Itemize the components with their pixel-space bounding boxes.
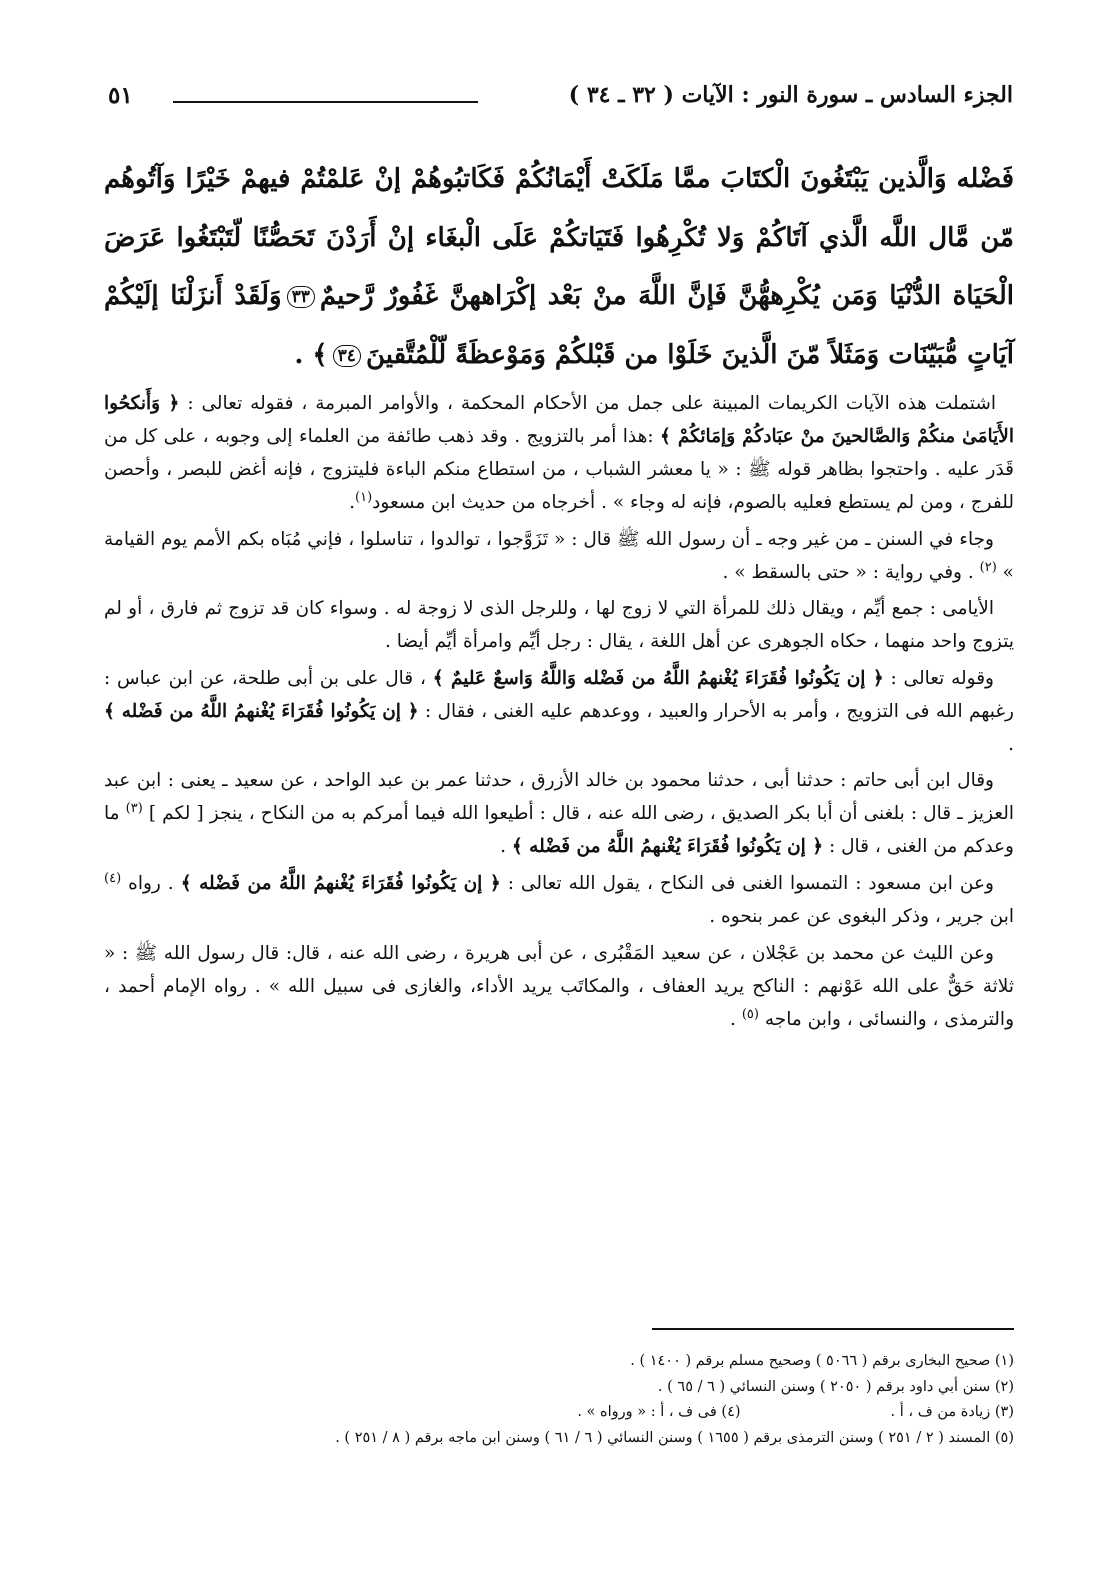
page-number: ٥١ [108,82,133,109]
quoted-verse: ﴿ إن يَكُونُوا فُقَرَاءَ يُغْنهمُ اللَّهُ من فَضْله وَاللَّهُ وَاسعٌ عَليمٌ ﴾ [432,667,884,689]
commentary-paragraph-4 [104,662,1014,761]
paragraph-text: ، قال على بن أبى طلحة، عن ابن عباس : رغبهم الله فى التزويج ، وأمر به الأحرار والعبيد ، ووعدهم عليه الغنى ، فقال : [104,667,1014,722]
paragraph-text: . [500,836,506,858]
footnote-marker: (٥) [741,1006,759,1022]
paragraph-text: ما وعدكم من الغنى ، قال : [104,803,1014,858]
footnote-marker: (١) [355,489,373,505]
quran-verse-block [104,150,1014,384]
page-header [108,82,1013,122]
verse-text-part1: فَضْله وَالَّذين يَبْتَغُونَ الْكتَابَ ممَّا مَلَكَتْ أَيْمَانُكُمْ فَكَاتبُوهُمْ إنْ عَلمْتُمْ فيهمْ خَيْرًا وَآتُوهُم مّن مَّال اللَّه الَّذي آتَاكُمْ وَلا تُكْرِهُوا فَتَيَاتكُمْ عَلَى الْبغَاء إنْ أَرَدْنَ تَحَصُّنًا لّتَبْتَغُوا عَرَضَ الْحَيَاة الدُّنْيَا وَمَن يُكْرِههُّنَّ فَإنَّ اللَّهَ منْ بَعْد إكْرَاههنَّ غَفُورٌ رَّحيمٌ [104,164,1015,312]
verse-text-part2: وَلَقَدْ أَنزَلْنَا إلَيْكُمْ آيَاتٍ مُّبَيّنَات وَمَثَلاً مّنَ الَّذينَ خَلَوْا من قَبْلكُمْ وَمَوْعظَةً لّلْمُتَّقينَ [104,281,1014,370]
paragraph-text: الأيامى : جمع أيِّم ، ويقال ذلك للمرأة التي لا زوج لها ، وللرجل الذى لا زوجة له . وسواء كان قد تزوج ثم فارق ، أو لم يتزوج واحد منهما ، حكاه الجوهرى عن أهل اللغة ، يقال : رجل أيِّم وامرأة أيِّم أيضا . [104,598,1014,653]
paragraph-text: . [349,492,356,513]
quoted-verse: ﴿ إن يَكُونُوا فُقَرَاءَ يُغْنهمُ اللَّهُ من فَضْله ﴾ [511,836,824,858]
paragraph-text: . [730,1008,736,1030]
paragraph-text: :هذا أمر بالتزويج . وقد ذهب طائفة من العلماء إلى وجوبه ، على كل من قَدَر عليه . واحتجوا بظاهر قوله ﷺ : « يا معشر الشباب ، من استطاع منكم الباءة فليتزوج ، فإنه أغض للبصر ، وأحصن للفرج ، ومن لم يستطع فعليه بالصوم، فإنه له وجاء » . أخرجاه من حديث ابن مسعود [104,426,1014,513]
paragraph-text: وقال ابن أبى حاتم : حدثنا أبى ، حدثنا محمود بن خالد الأزرق ، حدثنا عمر بن عبد الواحد ، عن سعيد ـ يعنى : ابن عبد العزيز ـ قال : بلغنى أن أبا بكر الصديق ، رضى الله عنه ، قال : أطيعوا الله فيما أمركم به من النكاح ، ينجز [ لكم ] [104,770,1014,825]
commentary-paragraph-1 [104,387,1014,519]
footnote-marker: (٤) [104,870,122,886]
commentary-paragraph-5 [104,764,1014,863]
paragraph-text: . وفي رواية : « حتى بالسقط » . [722,561,974,583]
commentary-paragraph-3 [104,592,1014,658]
footnote-3: (٣) زيادة من ف ، أ . [890,1404,1014,1421]
paragraph-text: اشتملت هذه الآيات الكريمات المبينة على جمل من الأحكام المحكمة ، والأوامر المبرمة ، فقوله تعالى : [187,393,996,414]
paragraph-text: وعن ابن مسعود : التمسوا الغنى فى النكاح ، يقول الله تعالى : [507,872,994,894]
commentary-body [104,387,1014,1039]
paragraph-text: . رواه [128,872,174,894]
paragraph-text: ابن جرير ، وذكر البغوى عن عمر بنحوه . [709,905,1014,927]
commentary-paragraph-2 [104,523,1014,589]
footnote-row-3-4 [104,1400,1014,1426]
commentary-paragraph-7 [104,937,1014,1036]
paragraph-text: وجاء في السنن ـ من غير وجه ـ أن رسول الله ﷺ قال : « تَزَوَّجوا ، توالدوا ، تناسلوا ، فإني مُبَاه بكم الأمم يوم القيامة » [104,528,1014,583]
commentary-paragraph-6 [104,867,1014,933]
footnote-1: (١) صحيح البخارى برقم ( ٥٠٦٦ ) وصحيح مسلم برقم ( ١٤٠٠ ) . [630,1353,1014,1369]
header-rule [173,101,478,103]
paragraph-text: وقوله تعالى : [890,667,994,689]
footnote-5: (٥) المسند ( ٢ / ٢٥١ ) وسنن الترمذى برقم ( ١٦٥٥ ) وسنن النسائي ( ٦ / ٦١ ) وسنن ابن ماجه برقم ( ٨ / ٢٥١ ) . [335,1429,1014,1446]
ayah-number-33: ٣٣ [287,286,315,308]
footnote-separator [652,1328,1014,1330]
quoted-verse: ﴿ وَأَنكحُوا الأَيَامَىٰ منكُمْ وَالصَّالحينَ منْ عبَادكُمْ وَإمَائكُمْ ﴾ [104,393,1014,447]
footnote-marker: (٣) [125,801,143,817]
footnotes [104,1349,1014,1451]
footnote-4: (٤) فى ف ، أ : « ورواه » . [577,1404,741,1421]
quoted-verse: ﴿ إن يَكُونُوا فُقَرَاءَ يُغْنهمُ اللَّهُ من فَضْله ﴾ [180,872,501,894]
verse-closing: ﴾ . [294,339,328,370]
footnote-marker: (٢) [979,559,997,575]
paragraph-text: . [1008,733,1014,755]
paragraph-text: وعن الليث عن محمد بن عَجْلان ، عن سعيد المَقْبُرى ، عن أبى هريرة ، رضى الله عنه ، قال: قال رسول الله ﷺ : « ثلاثة حَقٌّ على الله عَوْنهم : الناكح يريد العفاف ، والمكاتَب يريد الأداء، والغازى فى سبيل الله » . رواه الإمام أحمد ، والترمذى ، والنسائى ، وابن ماجه [104,942,1014,1030]
ayah-number-34: ٣٤ [333,345,361,367]
running-title: الجزء السادس ـ سورة النور : الآيات ( ٣٢ ـ ٣٤ ) [568,82,1013,108]
quoted-verse: ﴿ إن يَكُونُوا فُقَرَاءَ يُغْنهمُ اللَّهُ من فَضْله ﴾ [104,700,419,722]
footnote-2: (٢) سنن أبي داود برقم ( ٢٠٥٠ ) وسنن النسائي ( ٦ / ٦٥ ) . [657,1378,1014,1395]
